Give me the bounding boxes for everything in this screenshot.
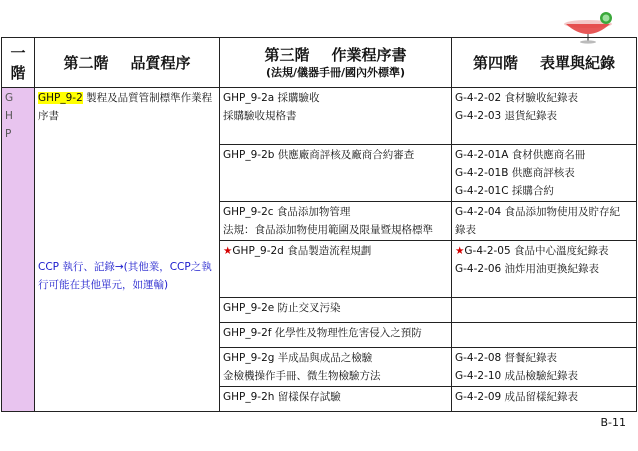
record-cell	[452, 298, 637, 323]
record-line	[455, 242, 633, 260]
record-line	[455, 89, 633, 107]
procedure-text: GHP_9-2d 食品製造流程規劃	[232, 245, 372, 257]
record-line	[455, 388, 633, 406]
procedure-code: GHP_9-2	[38, 92, 83, 104]
record-line	[455, 221, 633, 239]
record-text: G-4-2-04 食品添加物使用及貯存紀	[455, 206, 621, 218]
record-cell	[452, 145, 637, 202]
procedure-line	[223, 388, 448, 406]
side-letter: G	[5, 92, 14, 104]
record-text: G-4-2-01A 食材供應商名冊	[455, 149, 586, 161]
side-letter: H	[5, 110, 13, 122]
star-icon: ★	[455, 245, 465, 257]
column-header-work-procedure: 第三階 作業程序書 (法規/儀器手冊/國內外標準)	[220, 38, 452, 88]
record-cell	[452, 323, 637, 348]
record-cell	[452, 348, 637, 387]
procedure-line	[223, 203, 448, 221]
column-header-forms-records: 第四階 表單與紀錄	[452, 38, 637, 88]
record-line	[455, 367, 633, 385]
procedure-text: 金檢機操作手冊、微生物檢驗方法	[223, 370, 381, 382]
record-text: G-4-2-01B 供應商評核表	[455, 167, 575, 179]
column-header-note: (法規/儀器手冊/國內外標準)	[265, 65, 406, 79]
procedure-text: GHP_9-2g 半成品與成品之檢驗	[223, 352, 373, 364]
record-line	[455, 107, 633, 125]
procedure-text: 法規：食品添加物使用範圍及限量暨規格標準	[223, 224, 433, 236]
procedure-line	[223, 349, 448, 367]
stage-header: 一 階	[2, 38, 35, 88]
page-number: B-11	[600, 416, 626, 429]
procedure-text: GHP_9-2f 化學性及物理性危害侵入之預防	[223, 327, 422, 339]
ccp-note: CCP 執行、記錄→(其他業，CCP之執行可能在其他單元，如運輸)	[38, 261, 212, 291]
record-line	[455, 203, 633, 221]
column-header-quality-procedure: 第二階 品質程序	[35, 38, 220, 88]
procedure-text: GHP_9-2c 食品添加物管理	[223, 206, 351, 218]
side-letter: P	[5, 128, 12, 140]
quality-procedure-cell	[35, 88, 220, 412]
work-procedure-cell	[220, 323, 452, 348]
procedure-line	[223, 242, 448, 260]
record-text: G-4-2-03 退貨紀錄表	[455, 110, 558, 122]
record-cell	[452, 387, 637, 412]
procedure-line	[223, 146, 448, 164]
work-procedure-cell	[220, 88, 452, 145]
procedure-title: 製程及品質管制標準作業程序書	[38, 92, 213, 122]
record-line	[455, 146, 633, 164]
record-cell	[452, 241, 637, 298]
record-line	[455, 260, 633, 278]
procedure-text: GHP_9-2b 供應廠商評核及廠商合約審查	[223, 149, 415, 161]
procedure-line	[223, 107, 448, 125]
work-procedure-cell	[220, 241, 452, 298]
ghp-side-label	[2, 88, 35, 412]
procedure-line	[223, 221, 448, 239]
procedure-text: GHP_9-2e 防止交叉污染	[223, 302, 341, 314]
document-hierarchy-table	[1, 37, 637, 412]
procedure-text: GHP_9-2h 留樣保存試驗	[223, 391, 341, 403]
record-line	[455, 349, 633, 367]
record-text: G-4-2-01C 採購合約	[455, 185, 554, 197]
record-text: G-4-2-05 食品中心溫度紀錄表	[464, 245, 609, 257]
record-cell	[452, 88, 637, 145]
work-procedure-cell	[220, 145, 452, 202]
record-text: G-4-2-09 成品留樣紀錄表	[455, 391, 579, 403]
record-text: G-4-2-08 督餐紀錄表	[455, 352, 558, 364]
procedure-line	[223, 324, 448, 342]
star-icon: ★	[223, 245, 233, 257]
record-text: G-4-2-10 成品檢驗紀錄表	[455, 370, 579, 382]
work-procedure-cell	[220, 298, 452, 323]
record-line	[455, 164, 633, 182]
record-line	[455, 182, 633, 200]
procedure-line	[223, 89, 448, 107]
procedure-line	[223, 299, 448, 317]
work-procedure-cell	[220, 202, 452, 241]
record-text: G-4-2-06 油炸用油更換紀錄表	[455, 263, 600, 275]
record-cell	[452, 202, 637, 241]
table-row	[2, 88, 637, 145]
record-text: G-4-2-02 食材驗收紀錄表	[455, 92, 579, 104]
record-text: 錄表	[455, 224, 476, 236]
procedure-line	[223, 367, 448, 385]
work-procedure-cell	[220, 387, 452, 412]
work-procedure-cell	[220, 348, 452, 387]
procedure-text: 採購驗收規格書	[223, 110, 297, 122]
procedure-text: GHP_9-2a 採購驗收	[223, 92, 320, 104]
